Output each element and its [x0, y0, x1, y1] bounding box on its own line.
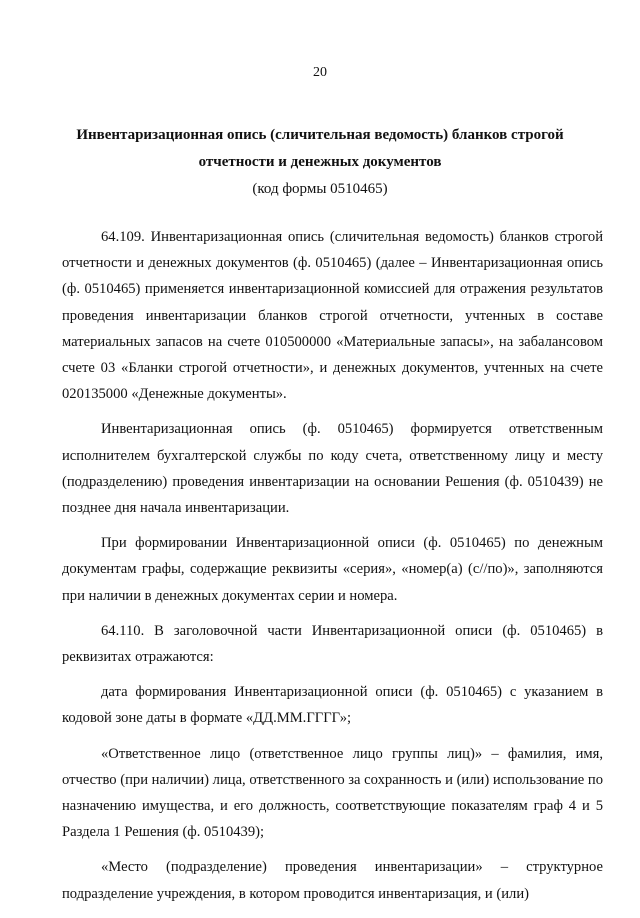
paragraph-place: «Место (подразделение) проведения инвентаризации» – структурное подразделение учреждения, в котором проводится инвентаризация, и (или) — [62, 859, 603, 902]
paragraph-date: дата формирования Инвентаризационной описи (ф. 0510465) с указанием в кодовой зоне даты в формате «ДД.ММ.ГГГГ»; — [62, 684, 603, 727]
heading-title-line-2: отчетности и денежных документов — [198, 154, 442, 170]
paragraph-formation: Инвентаризационная опись (ф. 0510465) формируется ответственным исполнителем бухгалтерской службы по коду счета, ответственному лицу и месту (подразделению) проведения инвентаризации на основании Решения (ф. 0510439) не позднее дня начала инвентаризации. — [62, 421, 603, 517]
heading-title-line-1: Инвентаризационная опись (сличительная ведомость) бланков строгой — [76, 127, 564, 143]
document-body — [62, 224, 603, 916]
paragraph-64-109: 64.109. Инвентаризационная опись (сличительная ведомость) бланков строгой отчетности и денежных документов (ф. 0510465) (далее – Инвентаризационная опись (ф. 0510465) применяется инвентаризационной комиссией для отражения результатов проведения инвентаризации бланков строгой отчетности, учтенных в составе материальных запасов на счете 010500000 «Материальные запасы», на забалансовом счете 03 «Бланки строгой отчетности», и денежных документов, учтенных на счете 020135000 «Денежные документы». — [62, 229, 603, 403]
document-heading — [60, 122, 580, 203]
paragraph-money-documents: При формировании Инвентаризационной описи (ф. 0510465) по денежным документам графы, содержащие реквизиты «серия», «номер(а) (с//по)», заполняются при наличии в денежных документах серии и номера. — [62, 535, 603, 604]
page-number: 20 — [313, 65, 327, 80]
form-code: (код формы 0510465) — [252, 181, 388, 197]
paragraph-64-110: 64.110. В заголовочной части Инвентаризационной описи (ф. 0510465) в реквизитах отражаются: — [62, 622, 603, 666]
paragraph-responsible-person: «Ответственное лицо (ответственное лицо группы лиц)» – фамилия, имя, отчество (при наличии) лица, ответственного за сохранность и (или) использование по назначению имущества, и его должность, соответствующие показателям граф 4 и 5 Раздела 1 Решения (ф. 0510439); — [62, 745, 603, 841]
